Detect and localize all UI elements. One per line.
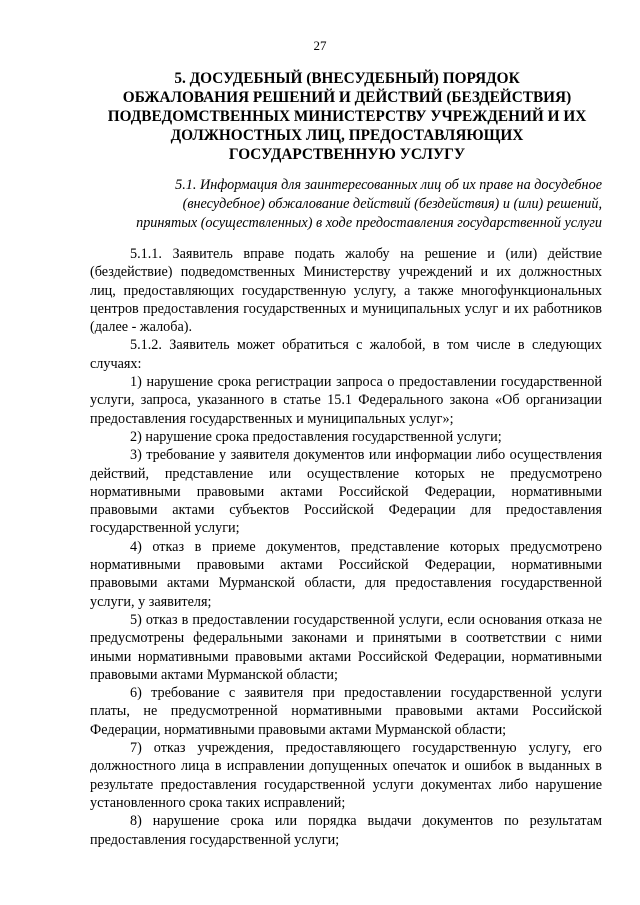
list-item-7: 7) отказ учреждения, предоставляющего государственную услугу, его должностного лица в исправлении допущенных опечаток и ошибок в выданных в результате предоставления государственной услуги документах либо нарушение установленного срока таких исправлений;: [90, 740, 602, 811]
paragraph-5-1-1: 5.1.1. Заявитель вправе подать жалобу на решение и (или) действие (бездействие) подведомственных Министерству учреждений и их должностных лиц, предоставляющих государственную услугу, а также многофункциональных центров предоставления государственных и муниципальных услуг и их работников (далее - жалоба).: [90, 246, 602, 336]
subsection-heading-line: (внесудебное) обжалование действий (бездействия) и (или) решений,: [182, 196, 602, 212]
section-heading-line: 5. ДОСУДЕБНЫЙ (ВНЕСУДЕБНЫЙ) ПОРЯДОК: [174, 70, 520, 87]
subsection-heading-line: 5.1. Информация для заинтересованных лиц об их праве на досудебное: [175, 177, 602, 193]
body-text: [90, 245, 602, 849]
paragraph-5-1-2: 5.1.2. Заявитель может обратиться с жалобой, в том числе в следующих случаях:: [90, 337, 602, 372]
subsection-heading: [90, 176, 602, 233]
section-heading: [88, 69, 606, 164]
list-item-2: 2) нарушение срока предоставления государственной услуги;: [130, 428, 502, 445]
list-item-1: 1) нарушение срока регистрации запроса о предоставлении государственной услуги, запроса, указанного в статье 15.1 Федерального закона «Об организации предоставления государственных и муниципальных услуг»;: [90, 374, 602, 427]
list-item-3: 3) требование у заявителя документов или информации либо осуществления действий, представление или осуществление которых не предусмотрено нормативными правовыми актами Российской Федерации, нормативными правовыми актами субъектов Российской Федерации для предоставления государственной услуги;: [90, 447, 602, 537]
section-heading-line: ОБЖАЛОВАНИЯ РЕШЕНИЙ И ДЕЙСТВИЙ (БЕЗДЕЙСТВИЯ): [122, 89, 572, 106]
page-number: 27: [313, 38, 327, 53]
list-item-6: 6) требование с заявителя при предоставлении государственной услуги платы, не предусмотренной нормативными правовыми актами Российской Федерации, нормативными правовыми актами Мурманской области;: [90, 685, 602, 738]
list-item-4: 4) отказ в приеме документов, представление которых предусмотрено нормативными правовыми актами Российской Федерации, нормативными правовыми актами Мурманской области, для предоставления государственной услуги, у заявителя;: [90, 538, 602, 610]
section-heading-line: ДОЛЖНОСТНЫХ ЛИЦ, ПРЕДОСТАВЛЯЮЩИХ: [170, 127, 524, 144]
list-item-8: 8) нарушение срока или порядка выдачи документов по результатам предоставления государственной услуги;: [90, 813, 602, 848]
section-heading-line: ГОСУДАРСТВЕННУЮ УСЛУГУ: [228, 146, 466, 163]
subsection-heading-line: принятых (осуществленных) в ходе предоставления государственной услуги: [136, 215, 602, 231]
section-heading-line: ПОДВЕДОМСТВЕННЫХ МИНИСТЕРСТВУ УЧРЕЖДЕНИЙ И ИХ: [107, 108, 587, 125]
list-item-5: 5) отказ в предоставлении государственной услуги, если основания отказа не предусмотрены федеральными законами и принятыми в соответствии с ними иными нормативными правовыми актами Российской Федерации, нормативными правовыми актами Мурманской области;: [90, 611, 602, 683]
